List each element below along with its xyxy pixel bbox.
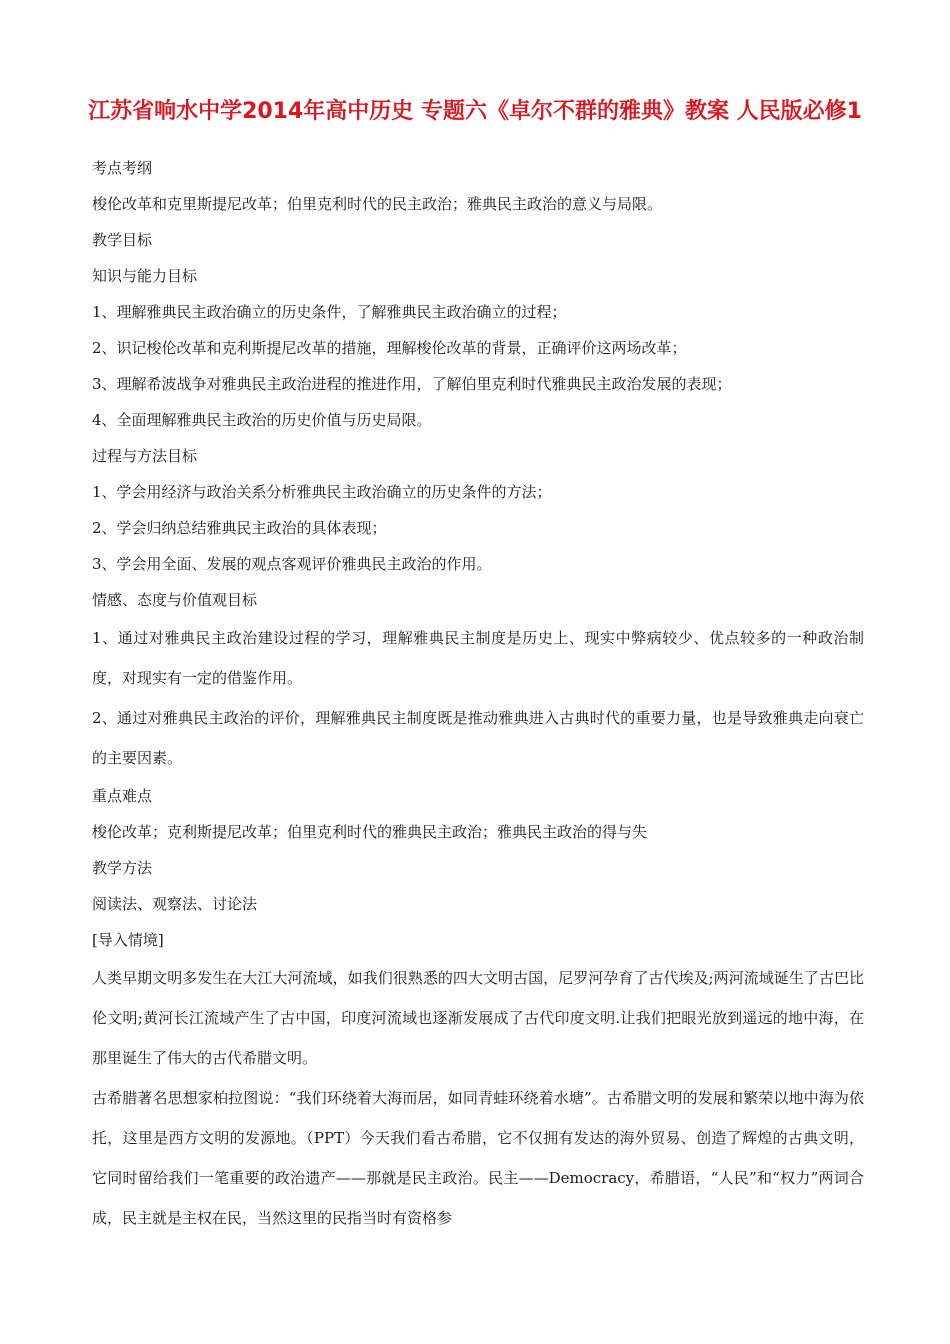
section-heading-key-points: 重点难点 (92, 787, 153, 805)
subsection-heading: 情感、态度与价值观目标 (92, 591, 258, 609)
subsection-heading: 知识与能力目标 (92, 267, 198, 285)
subsection-heading: 过程与方法目标 (92, 447, 198, 465)
list-item: 2、识记梭伦改革和克利斯提尼改革的措施，理解梭伦改革的背景，正确评价这两场改革； (92, 339, 687, 357)
list-item: 1、理解雅典民主政治确立的历史条件，了解雅典民主政治确立的过程； (92, 303, 567, 321)
paragraph: 人类早期文明多发生在大江大河流域，如我们很熟悉的四大文明古国，尼罗河孕育了古代埃及;两河流域诞生了古巴比伦文明;黄河长江流域产生了古中国，印度河流域也逐渐发展成了古代印度文明.让我们把眼光放到遥远的地中海，在那里诞生了伟大的古代希腊文明。 (92, 969, 864, 1067)
list-item: 1、学会用经济与政治关系分析雅典民主政治确立的历史条件的方法； (92, 483, 552, 501)
section-heading-exam-points: 考点考纲 (92, 159, 153, 177)
document-title: 江苏省响水中学2014年高中历史 专题六《卓尔不群的雅典》教案 人民版必修1 (88, 99, 862, 124)
paragraph: 古希腊著名思想家柏拉图说：“我们环绕着大海而居，如同青蛙环绕着水塘”。古希腊文明的发展和繁荣以地中海为依托，这里是西方文明的发源地。（PPT）今天我们看古希腊，它不仅拥有发达的海外贸易、创造了辉煌的古典文明，它同时留给我们一笔重要的政治遗产——那就是民主政治。民主——Democracy，希腊语，“人民”和“权力”两词合成，民主就是主权在民，当然这里的民指当时有资格参 (92, 1089, 864, 1227)
paragraph: 梭伦改革；克利斯提尼改革；伯里克利时代的雅典民主政治；雅典民主政治的得与失 (92, 823, 648, 841)
list-item: 3、理解希波战争对雅典民主政治进程的推进作用，了解伯里克利时代雅典民主政治发展的表现； (92, 375, 732, 393)
list-item: 2、学会归纳总结雅典民主政治的具体表现； (92, 519, 387, 537)
list-item: 3、学会用全面、发展的观点客观评价雅典民主政治的作用。 (92, 555, 492, 573)
list-item: 2、通过对雅典民主政治的评价，理解雅典民主制度既是推动雅典进入古典时代的重要力量，也是导致雅典走向衰亡的主要因素。 (92, 709, 864, 767)
section-heading-teaching-goals: 教学目标 (92, 231, 153, 249)
document-body (92, 150, 864, 1238)
paragraph: 阅读法、观察法、讨论法 (92, 895, 258, 913)
section-heading-methods: 教学方法 (92, 859, 153, 877)
list-item: 4、全面理解雅典民主政治的历史价值与历史局限。 (92, 411, 432, 429)
list-item: 1、通过对雅典民主政治建设过程的学习，理解雅典民主制度是历史上、现实中弊病较少、优点较多的一种政治制度，对现实有一定的借鉴作用。 (92, 629, 864, 687)
paragraph: 梭伦改革和克里斯提尼改革；伯里克利时代的民主政治；雅典民主政治的意义与局限。 (92, 195, 663, 213)
section-heading-intro: [导入情境] (92, 931, 164, 949)
